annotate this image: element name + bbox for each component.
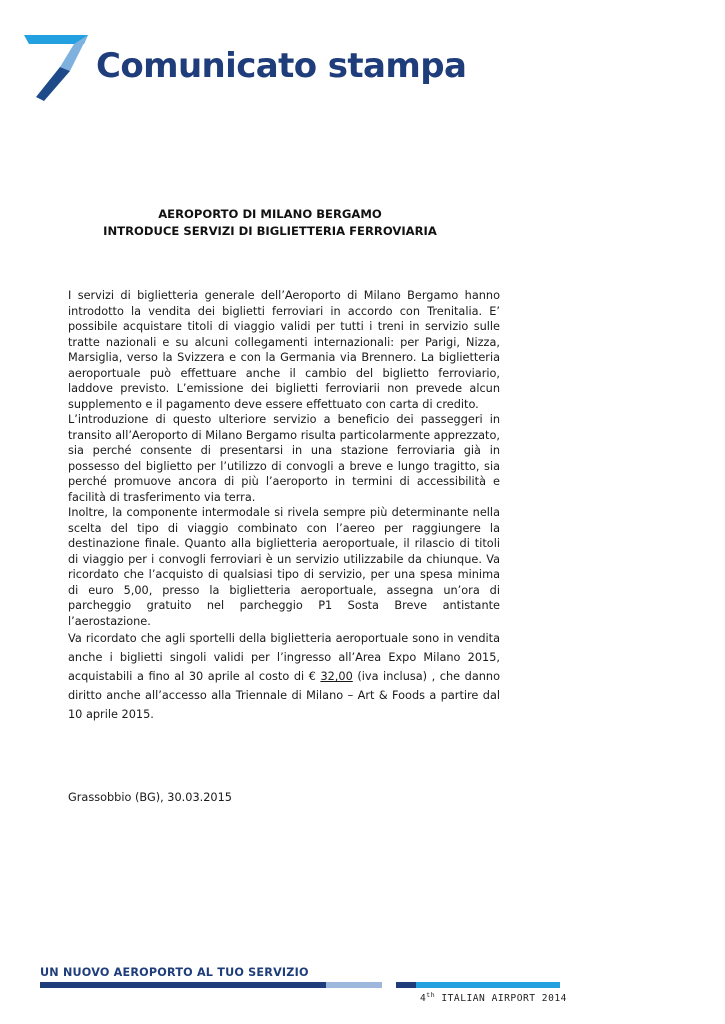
page-title: Comunicato stampa [96,46,467,86]
tagline-number: 4 [420,993,427,1005]
body-paragraph-2: L’introduzione di questo ulteriore servizio a beneficio dei passeggeri in transito all’Aeroporto di Milano Bergamo risulta particolarmente apprezzato, sia perché consente di presentarsi in una stazione ferroviaria già in possesso del biglietto per l’utilizzo di convogli a breve e lungo tragitto, sia perché promuove ancora di più l’aeroporto in termini di accessibilità e facilità di trasferimento via terra. [68,413,500,504]
body-paragraph-1: I servizi di biglietteria generale dell’Aeroporto di Milano Bergamo hanno introdotto la vendita dei biglietti ferroviari in accordo con Trenitalia. E’ possibile acquistare titoli di viaggio validi per tutti i treni in servizio sulle tratte nazionali e su alcuni collegamenti internazionali: per Parigi, Nizza, Marsiglia, verso la Svizzera e con la Germania via Brennero. La biglietteria aeroportuale può effettuare anche il cambio del biglietto ferroviario, laddove previsto. L’emissione dei biglietti ferroviarii non prevede alcun supplemento e il pagamento deve essere effettuato con carta di credito. [68,289,500,411]
footer-color-bar [40,982,560,988]
body-paragraph-3: Inoltre, la componente intermodale si rivela sempre più determinante nella scelta del tipo di viaggio combinato con l’aereo per raggiungere la destinazione finale. Quanto alla biglietteria aeroportuale, il rilascio di titoli di viaggio per i convogli ferroviari è un servizio utilizzabile da chiunque. Va ricordato che l’acquisto di qualsiasi tipo di servizio, per una spesa minima di euro 5,00, presso la biglietteria aeroportuale, assegna un’ora di parcheggio gratuito nel parcheggio P1 Sosta Breve antistante l’aerostazione. [68,506,500,628]
body-paragraph-4-text-b: (iva inclusa) , che danno diritto anche all’accesso alla Triennale di Milano – Art & Foods a partire dal 10 aprile 2015. [68,670,500,721]
body-paragraph-4-text-a: Va ricordato che agli sportelli della biglietteria aeroportuale sono in vendita anche i biglietti singoli validi per l’ingresso all’Area Expo Milano 2015, acquistabili a fino al 30 aprile al costo di € [68,632,500,683]
headline [60,206,480,240]
dateline: Grassobbio (BG), 30.03.2015 [68,791,232,804]
arrow-seven-logo-icon [24,35,88,101]
headline-line-1: AEROPORTO DI MILANO BERGAMO [158,207,382,221]
ticket-price: 32,00 [320,670,353,683]
footer-slogan: UN NUOVO AEROPORTO AL TUO SERVIZIO [40,966,309,979]
tagline-ordinal: th [426,991,436,999]
tagline-text: ITALIAN AIRPORT 2014 [435,993,567,1005]
footer-tagline [420,991,567,1004]
body-paragraph-4 [68,629,500,724]
headline-line-2: INTRODUCE SERVIZI DI BIGLIETTERIA FERROVIARIA [103,224,437,238]
press-release-body [68,288,500,724]
